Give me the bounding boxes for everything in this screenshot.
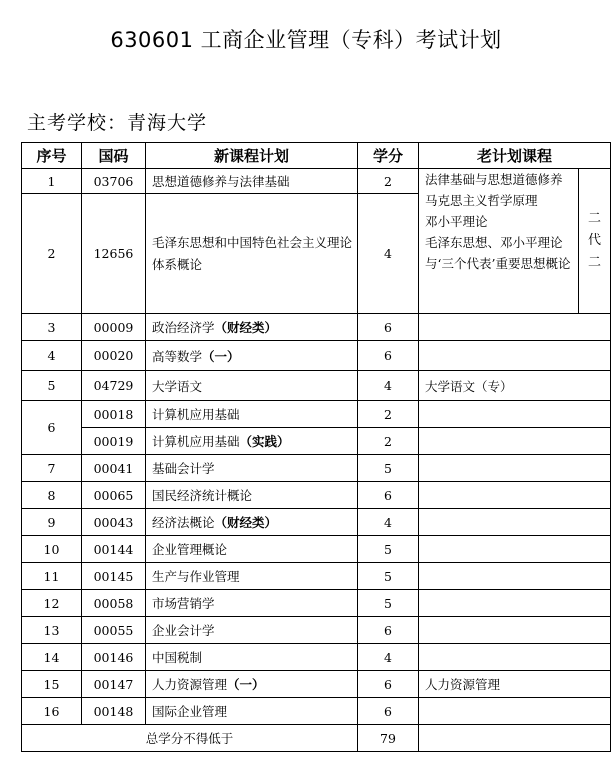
- page-title: 630601 工商企业管理（专科）考试计划: [110, 28, 502, 52]
- cell-course: [146, 509, 358, 536]
- table-row: [22, 169, 611, 194]
- cell-seq: 6: [22, 401, 82, 455]
- table-row: [22, 428, 611, 455]
- course-name: 中国税制: [152, 650, 203, 665]
- header-old-plan: 老计划课程: [419, 143, 611, 169]
- course-name: 思想道德修养与法律基础: [152, 174, 290, 189]
- cell-code: 00019: [82, 428, 146, 455]
- cell-seq: 3: [22, 314, 82, 341]
- cell-course: [146, 371, 358, 401]
- cell-seq: 10: [22, 536, 82, 563]
- table-row: [22, 617, 611, 644]
- cell-course: [146, 590, 358, 617]
- cell-seq: 5: [22, 371, 82, 401]
- old-course: 法律基础与思想道德修养: [425, 172, 563, 187]
- cell-code: 04729: [82, 371, 146, 401]
- old-course: 邓小平理论: [425, 214, 488, 229]
- cell-course: [146, 671, 358, 698]
- old-course: 马克思主义哲学原理: [425, 193, 538, 208]
- cell-code: 00043: [82, 509, 146, 536]
- cell-course: [146, 455, 358, 482]
- course-name: 国际企业管理: [152, 704, 228, 719]
- course-name: 大学语文: [152, 378, 203, 394]
- table-row: [22, 371, 611, 401]
- table-row: [22, 698, 611, 725]
- cell-seq: 11: [22, 563, 82, 590]
- cell-code: 00055: [82, 617, 146, 644]
- cell-code: 00147: [82, 671, 146, 698]
- cell-course: [146, 617, 358, 644]
- cell-code: 00145: [82, 563, 146, 590]
- cell-credit: 6: [358, 482, 419, 509]
- cell-seq: 14: [22, 644, 82, 671]
- cell-credit: 4: [358, 644, 419, 671]
- cell-seq: 12: [22, 590, 82, 617]
- cell-seq: 16: [22, 698, 82, 725]
- course-name: 政治经济学: [152, 320, 215, 335]
- cell-old: [419, 314, 611, 341]
- course-suffix: （一）: [202, 348, 240, 364]
- cell-seq: 15: [22, 671, 82, 698]
- old-plan-group: [419, 169, 579, 314]
- cell-old: [419, 590, 611, 617]
- cell-code: 12656: [82, 194, 146, 314]
- cell-credit: 5: [358, 563, 419, 590]
- cell-course: [146, 563, 358, 590]
- tag-char: 代: [588, 233, 602, 248]
- header-code: 国码: [82, 143, 146, 169]
- cell-old: 大学语文（专）: [419, 371, 611, 401]
- course-name: 企业管理概论: [152, 542, 228, 557]
- cell-seq: 4: [22, 341, 82, 371]
- cell-code: 00041: [82, 455, 146, 482]
- cell-credit: 6: [358, 341, 419, 371]
- school-label: 主考学校：青海大学: [27, 112, 208, 134]
- cell-code: 00018: [82, 401, 146, 428]
- cell-course: [146, 341, 358, 371]
- table-row: [22, 590, 611, 617]
- cell-course: [146, 698, 358, 725]
- cell-old: [419, 725, 611, 752]
- cell-course: [146, 482, 358, 509]
- cell-course: [146, 428, 358, 455]
- cell-seq: 7: [22, 455, 82, 482]
- table-row: [22, 644, 611, 671]
- cell-code: 00144: [82, 536, 146, 563]
- table-header-row: [22, 143, 611, 169]
- cell-credit: 2: [358, 401, 419, 428]
- course-suffix: （一）: [227, 677, 265, 692]
- table-row: [22, 671, 611, 698]
- cell-code: 00020: [82, 341, 146, 371]
- cell-old: [419, 455, 611, 482]
- cell-credit: 5: [358, 536, 419, 563]
- cell-course: [146, 536, 358, 563]
- cell-seq: 8: [22, 482, 82, 509]
- cell-old: [419, 341, 611, 371]
- cell-credit: 6: [358, 617, 419, 644]
- cell-code: 00009: [82, 314, 146, 341]
- cell-course: [146, 169, 358, 194]
- table-row: [22, 341, 611, 371]
- cell-old: 人力资源管理: [419, 671, 611, 698]
- cell-old: [419, 509, 611, 536]
- course-name: 经济法概论: [152, 515, 215, 530]
- course-name: 计算机应用基础: [152, 434, 240, 449]
- table-row: [22, 536, 611, 563]
- cell-seq: 2: [22, 194, 82, 314]
- cell-course: [146, 644, 358, 671]
- cell-credit: 2: [358, 169, 419, 194]
- course-name: 国民经济统计概论: [152, 488, 253, 503]
- cell-credit: 2: [358, 428, 419, 455]
- course-name: 基础会计学: [152, 461, 215, 476]
- header-credit: 学分: [358, 143, 419, 169]
- total-row: [22, 725, 611, 752]
- cell-course: [146, 194, 358, 314]
- cell-credit: 5: [358, 590, 419, 617]
- cell-code: 00146: [82, 644, 146, 671]
- cell-old: [419, 617, 611, 644]
- course-name: 生产与作业管理: [152, 569, 240, 584]
- table-row: [22, 482, 611, 509]
- table-row: [22, 401, 611, 428]
- cell-course: [146, 314, 358, 341]
- cell-seq: 13: [22, 617, 82, 644]
- cell-old: [419, 536, 611, 563]
- cell-credit: 6: [358, 314, 419, 341]
- cell-credit: 4: [358, 509, 419, 536]
- old-plan-tag: [579, 169, 611, 314]
- course-name: 毛泽东思想和中国特色社会主义理论体系概论: [152, 234, 353, 272]
- cell-seq: 1: [22, 169, 82, 194]
- header-new-plan: 新课程计划: [146, 143, 358, 169]
- cell-old: [419, 428, 611, 455]
- course-suffix: （财经类）: [214, 320, 278, 335]
- cell-credit: 5: [358, 455, 419, 482]
- cell-old: [419, 401, 611, 428]
- cell-credit: 4: [358, 371, 419, 401]
- cell-code: 00148: [82, 698, 146, 725]
- table-row: [22, 455, 611, 482]
- course-name: 高等数学: [152, 348, 203, 364]
- cell-code: 00058: [82, 590, 146, 617]
- header-seq: 序号: [22, 143, 82, 169]
- course-suffix: （财经类）: [214, 515, 278, 530]
- cell-course: [146, 401, 358, 428]
- table-row: [22, 314, 611, 341]
- course-suffix: （实践）: [239, 434, 290, 449]
- table-row: [22, 509, 611, 536]
- cell-old: [419, 644, 611, 671]
- course-name: 计算机应用基础: [152, 407, 240, 422]
- total-label: 总学分不得低于: [22, 725, 358, 752]
- old-course: 毛泽东思想、邓小平理论与‘三个代表’重要思想概论: [425, 235, 571, 271]
- tag-char: 二: [588, 255, 602, 270]
- cell-code: 00065: [82, 482, 146, 509]
- cell-credit: 4: [358, 194, 419, 314]
- course-name: 企业会计学: [152, 623, 215, 638]
- tag-char: 二: [588, 211, 602, 226]
- cell-credit: 6: [358, 671, 419, 698]
- cell-code: 03706: [82, 169, 146, 194]
- cell-credit: 6: [358, 698, 419, 725]
- cell-old: [419, 482, 611, 509]
- cell-seq: 9: [22, 509, 82, 536]
- total-value: 79: [358, 725, 419, 752]
- cell-old: [419, 698, 611, 725]
- cell-old: [419, 563, 611, 590]
- table-row: [22, 563, 611, 590]
- course-name: 人力资源管理: [152, 677, 228, 692]
- course-name: 市场营销学: [152, 596, 215, 611]
- exam-plan-table: [21, 142, 611, 752]
